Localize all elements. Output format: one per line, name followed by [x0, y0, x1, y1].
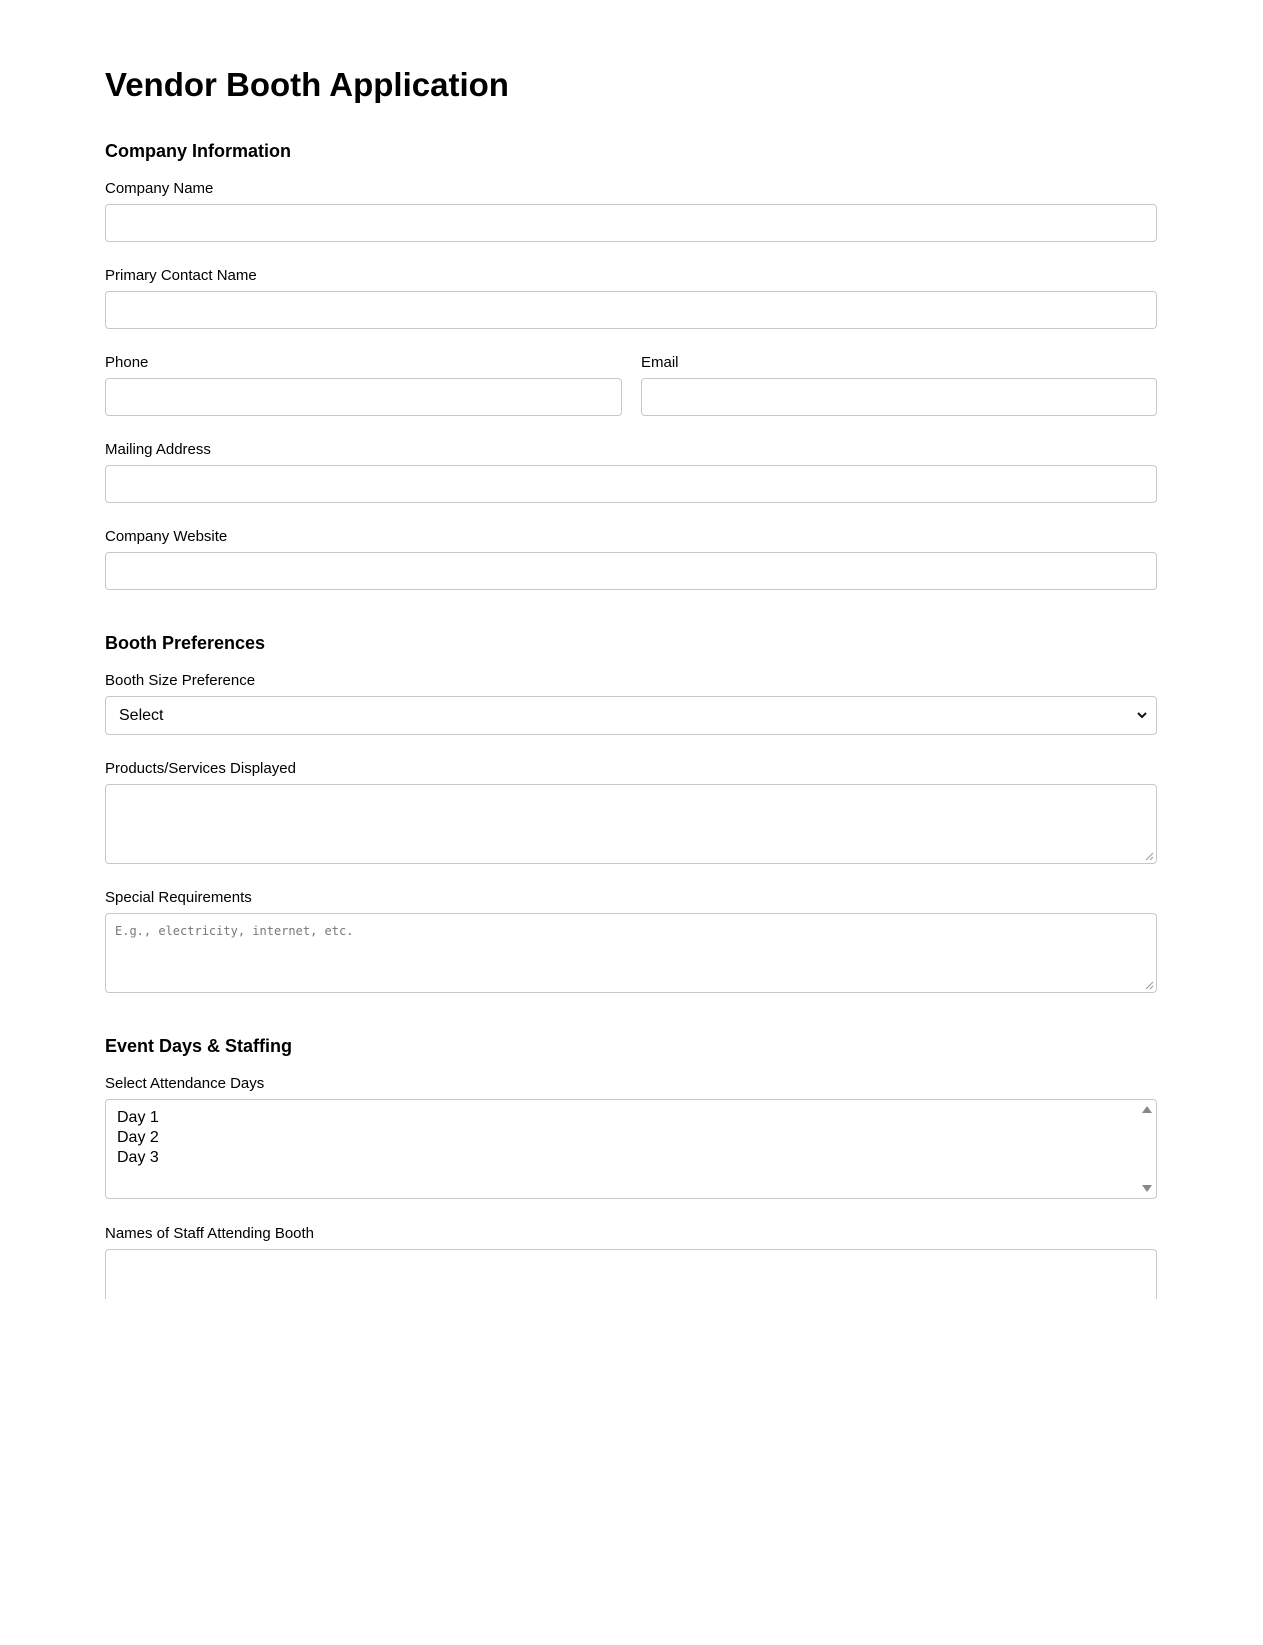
mailing-address-input[interactable] [105, 465, 1157, 503]
attendance-days-label: Select Attendance Days [105, 1075, 265, 1092]
attendance-days-listbox[interactable] [105, 1099, 1157, 1199]
chevron-down-icon [1136, 709, 1148, 721]
website-label: Company Website [105, 528, 228, 545]
listbox-scrollbar[interactable] [1141, 1100, 1156, 1198]
scroll-up-arrow-icon[interactable] [1142, 1106, 1152, 1113]
resize-grip-icon[interactable] [1145, 981, 1154, 990]
section-heading-event: Event Days & Staffing [105, 1036, 293, 1056]
booth-size-selected-value: Select [119, 706, 164, 724]
attendance-day-option[interactable]: Day 1 [117, 1109, 159, 1126]
booth-size-label: Booth Size Preference [105, 672, 256, 689]
staff-names-label: Names of Staff Attending Booth [105, 1225, 315, 1242]
page-title: Vendor Booth Application [105, 66, 509, 103]
attendance-day-option[interactable]: Day 3 [117, 1149, 159, 1166]
staff-names-textarea[interactable] [105, 1249, 1157, 1299]
company-name-label: Company Name [105, 180, 214, 197]
booth-size-select[interactable] [105, 696, 1157, 735]
contact-name-label: Primary Contact Name [105, 267, 257, 284]
email-label: Email [641, 354, 679, 371]
contact-name-input[interactable] [105, 291, 1157, 329]
website-input[interactable] [105, 552, 1157, 590]
special-requirements-placeholder: E.g., electricity, internet, etc. [115, 924, 354, 938]
phone-label: Phone [105, 354, 149, 371]
section-heading-company: Company Information [105, 141, 292, 161]
special-requirements-textarea[interactable] [105, 913, 1157, 993]
special-requirements-label: Special Requirements [105, 889, 252, 906]
products-textarea[interactable] [105, 784, 1157, 864]
phone-input[interactable] [105, 378, 622, 416]
section-heading-booth: Booth Preferences [105, 633, 266, 653]
mailing-address-label: Mailing Address [105, 441, 211, 458]
resize-grip-icon[interactable] [1145, 852, 1154, 861]
scroll-down-arrow-icon[interactable] [1142, 1185, 1152, 1192]
attendance-day-option[interactable]: Day 2 [117, 1129, 159, 1146]
company-name-input[interactable] [105, 204, 1157, 242]
email-input[interactable] [641, 378, 1157, 416]
products-label: Products/Services Displayed [105, 760, 296, 777]
